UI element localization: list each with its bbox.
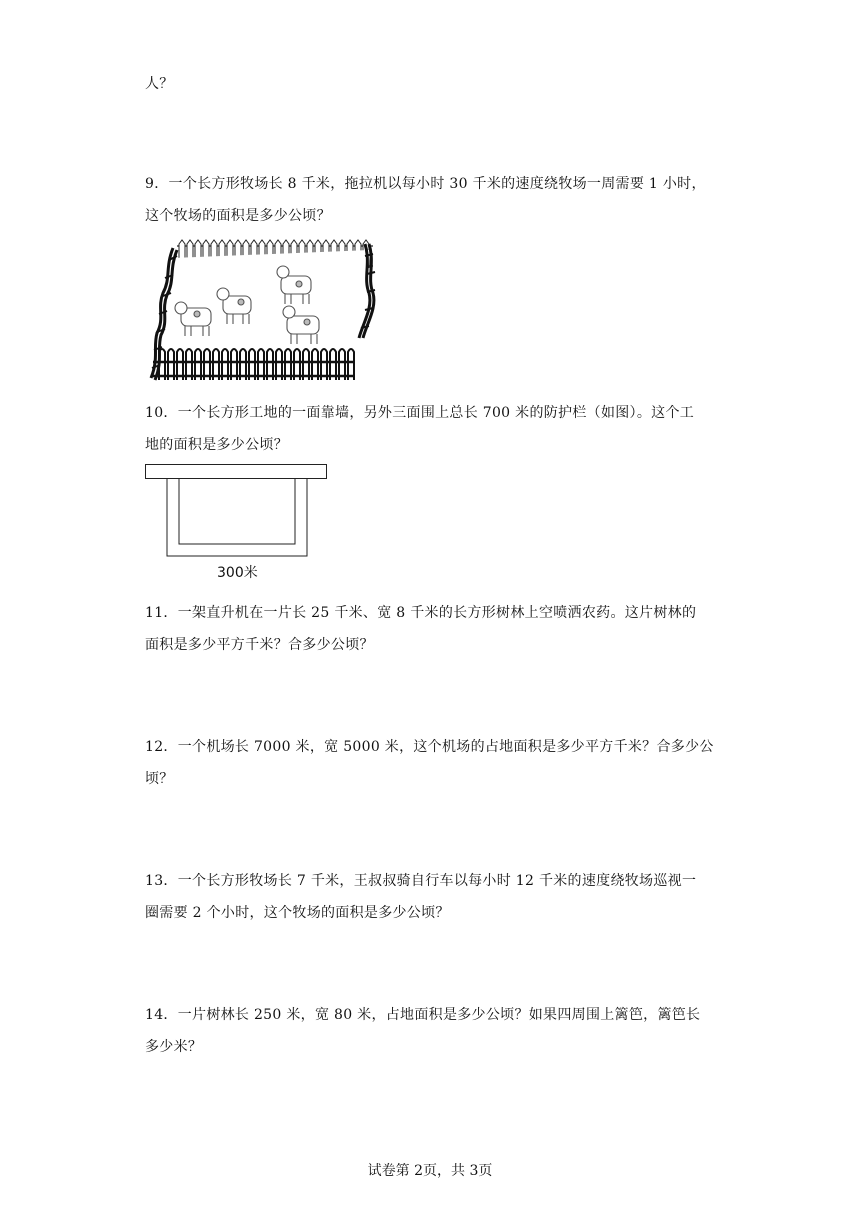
- question-13-number: 13．: [145, 873, 178, 889]
- question-9-line-1: 9．一个长方形牧场长 8 千米，拖拉机以每小时 30 千米的速度绕牧场一周需要 1 小时，: [145, 176, 706, 192]
- question-11-number: 11．: [145, 605, 178, 621]
- construction-site-figure: [145, 462, 330, 582]
- wall-and-fence-diagram: [145, 462, 330, 562]
- question-9-number: 9．: [145, 176, 169, 192]
- question-13-line-1: 13．一个长方形牧场长 7 千米，王叔叔骑自行车以每小时 12 千米的速度绕牧场巡视一: [145, 873, 697, 889]
- question-12-number: 12．: [145, 739, 178, 755]
- question-13-line-2: 圈需要 2 个小时，这个牧场的面积是多少公顷？: [145, 905, 450, 921]
- wall: [146, 465, 327, 479]
- question-11-line-2: 面积是多少平方千米？合多少公顷？: [145, 637, 374, 653]
- continuation-text: 人？: [145, 76, 174, 92]
- page-footer: 试卷第 2页，共 3页: [367, 1163, 493, 1179]
- question-10-line-1: 10．一个长方形工地的一面靠墙，另外三面围上总长 700 米的防护栏（如图）。这个工: [145, 405, 695, 421]
- question-12-line-1: 12．一个机场长 7000 米，宽 5000 米，这个机场的占地面积是多少平方千米？合多少公: [145, 739, 714, 755]
- question-10-number: 10．: [145, 405, 178, 421]
- fence-length-label: 300米: [217, 565, 258, 581]
- fence-inner: [179, 479, 295, 544]
- question-11-line-1: 11．一架直升机在一片长 25 千米、宽 8 千米的长方形树林上空喷洒农药。这片树林的: [145, 605, 697, 621]
- question-14-line-1: 14．一片树林长 250 米，宽 80 米，占地面积是多少公顷？如果四周围上篱笆，篱笆长: [145, 1007, 701, 1023]
- question-12-line-2: 顷？: [145, 771, 174, 787]
- question-10-line-2: 地的面积是多少公顷？: [145, 437, 288, 453]
- question-14-line-2: 多少米？: [145, 1039, 203, 1055]
- pasture-figure: [145, 238, 380, 390]
- question-14-number: 14．: [145, 1007, 178, 1023]
- question-9-line-2: 这个牧场的面积是多少公顷？: [145, 208, 331, 224]
